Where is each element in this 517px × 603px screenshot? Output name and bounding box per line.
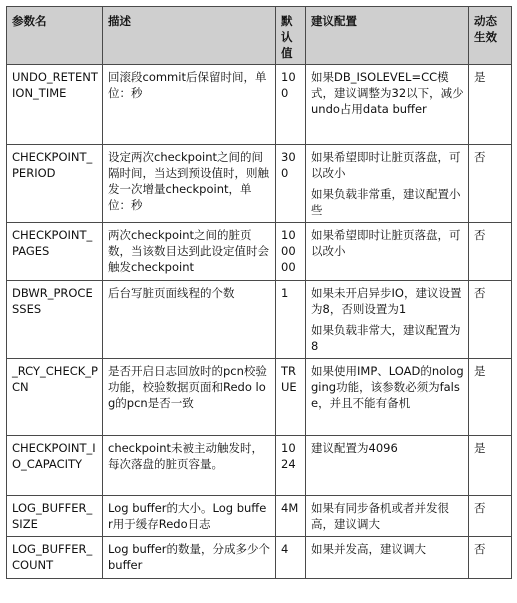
advice-line: 如果希望即时让脏页落盘，可以改小 (311, 228, 461, 258)
table-row (7, 223, 512, 281)
param-advice (306, 145, 469, 223)
param-advice (306, 281, 469, 359)
advice-line: 如果使用IMP、LOAD的nologging功能，该参数必须为false，并且不能有备机 (311, 364, 464, 410)
param-default: 4 (276, 537, 306, 579)
header-default: 默认值 (276, 7, 306, 65)
header-description: 描述 (103, 7, 276, 65)
param-dynamic: 否 (469, 496, 512, 537)
param-default: 100 (276, 65, 306, 145)
param-name: LOG_BUFFER_SIZE (7, 496, 103, 537)
param-advice (306, 436, 469, 496)
param-advice (306, 359, 469, 436)
param-advice (306, 496, 469, 537)
param-dynamic: 否 (469, 223, 512, 281)
table-row (7, 436, 512, 496)
param-name: CHECKPOINT_PERIOD (7, 145, 103, 223)
table-row (7, 281, 512, 359)
advice-line: 如果希望即时让脏页落盘，可以改小 (311, 150, 461, 180)
table-row (7, 359, 512, 436)
param-default: TRUE (276, 359, 306, 436)
table-header (7, 7, 512, 65)
param-default: 1024 (276, 436, 306, 496)
table-row (7, 496, 512, 537)
param-name: CHECKPOINT_PAGES (7, 223, 103, 281)
table-row (7, 145, 512, 223)
param-description: Log buffer的数量，分成多少个buffer (103, 537, 276, 579)
param-description: 后台写脏页面线程的个数 (103, 281, 276, 359)
parameter-table (6, 6, 512, 579)
param-dynamic: 否 (469, 537, 512, 579)
param-description: 是否开启日志回放时的pcn校验功能，校验数据页面和Redo log的pcn是否一致 (103, 359, 276, 436)
header-dynamic: 动态生效 (469, 7, 512, 65)
param-default: 300 (276, 145, 306, 223)
param-name: DBWR_PROCESSES (7, 281, 103, 359)
table-body (7, 65, 512, 579)
param-name: _RCY_CHECK_PCN (7, 359, 103, 436)
advice-line: 如果负载非常大，建议配置为8 (311, 323, 461, 353)
param-dynamic: 否 (469, 145, 512, 223)
param-dynamic: 是 (469, 436, 512, 496)
param-description: Log buffer的大小。Log buffer用于缓存Redo日志 (103, 496, 276, 537)
param-description: checkpoint未被主动触发时，每次落盘的脏页容量。 (103, 436, 276, 496)
advice-line: 如果未开启异步IO，建议设置为8，否则设置为1 (311, 286, 462, 316)
advice-line: 如果有同步备机或者并发很高，建议调大 (311, 501, 449, 531)
param-dynamic: 是 (469, 65, 512, 145)
header-row (7, 7, 512, 65)
param-dynamic: 否 (469, 281, 512, 359)
param-description: 两次checkpoint之间的脏页数，当该数目达到此设定值时会触发checkpoint (103, 223, 276, 281)
table-row (7, 537, 512, 579)
param-description: 回滚段commit后保留时间，单位：秒 (103, 65, 276, 145)
table-row (7, 65, 512, 145)
advice-line: 建议配置为4096 (311, 441, 398, 455)
advice-line: 如果负载非常重，建议配置小些 (311, 187, 461, 217)
header-advice: 建议配置 (306, 7, 469, 65)
param-name: LOG_BUFFER_COUNT (7, 537, 103, 579)
param-default: 100000 (276, 223, 306, 281)
param-name: UNDO_RETENTION_TIME (7, 65, 103, 145)
param-dynamic: 是 (469, 359, 512, 436)
header-param-name: 参数名 (7, 7, 103, 65)
param-description: 设定两次checkpoint之间的间隔时间，当达到预设值时，则触发一次增量checkpoint，单位：秒 (103, 145, 276, 223)
advice-line: 如果并发高，建议调大 (311, 542, 426, 556)
param-default: 1 (276, 281, 306, 359)
param-default: 4M (276, 496, 306, 537)
param-name: CHECKPOINT_IO_CAPACITY (7, 436, 103, 496)
advice-line: 如果DB_ISOLEVEL=CC模式，建议调整为32以下，减少undo占用data buffer (311, 70, 464, 116)
param-advice (306, 537, 469, 579)
parameter-table-container (6, 6, 511, 579)
param-advice (306, 65, 469, 145)
param-advice (306, 223, 469, 281)
